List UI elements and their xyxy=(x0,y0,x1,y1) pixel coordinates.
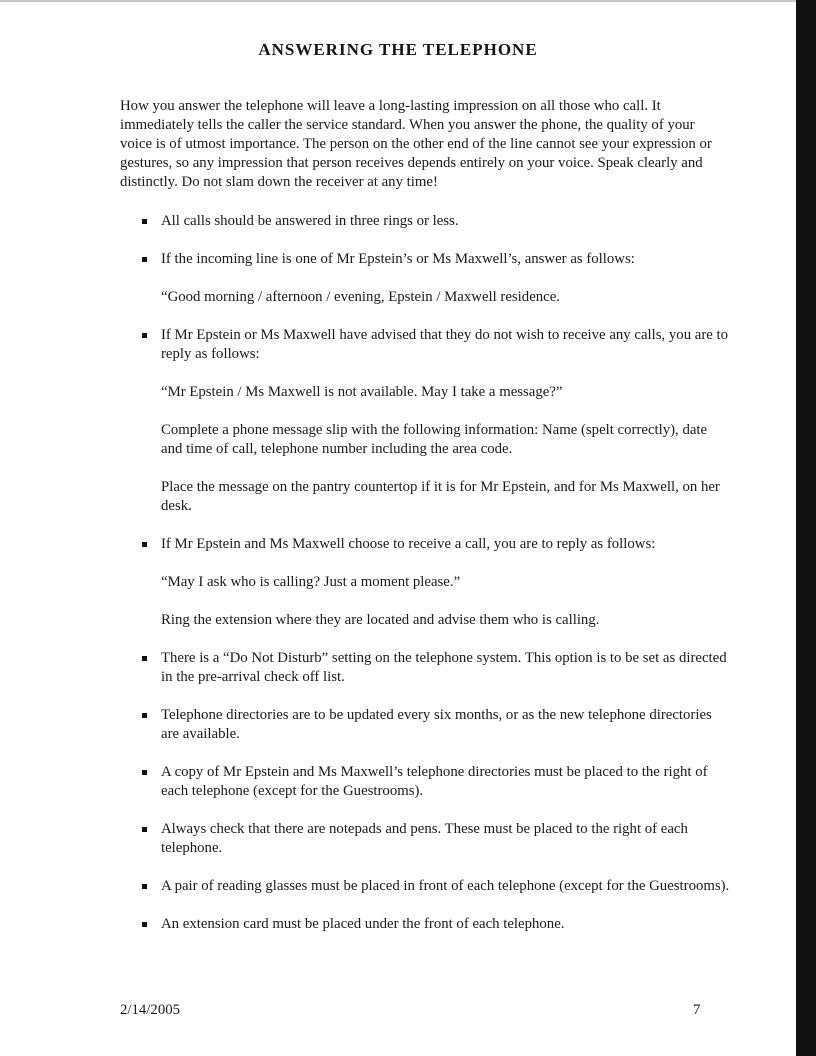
scan-edge-bar xyxy=(796,0,816,1056)
page-number: 7 xyxy=(693,1002,701,1018)
list-item-text: A pair of reading glasses must be placed in front of each telephone (except for the Guestrooms). xyxy=(161,878,730,894)
bullet-list xyxy=(120,212,730,953)
list-item-subtext: Complete a phone message slip with the following information: Name (spelt correctly), date and time of call, telephone number including the area code. xyxy=(161,422,708,457)
footer-date: 2/14/2005 xyxy=(120,1002,181,1018)
list-item-text: A copy of Mr Epstein and Ms Maxwell’s telephone directories must be placed to the right of each telephone (except for the Guestrooms). xyxy=(161,764,708,799)
list-item xyxy=(120,820,730,858)
page-title: ANSWERING THE TELEPHONE xyxy=(258,40,538,59)
bullet-icon xyxy=(142,219,147,224)
list-item-subtext: “Good morning / afternoon / evening, Epstein / Maxwell residence. xyxy=(161,289,560,305)
bullet-icon xyxy=(142,656,147,661)
top-edge-line xyxy=(0,0,796,2)
bullet-icon xyxy=(142,884,147,889)
bullet-icon xyxy=(142,333,147,338)
list-item-text: Always check that there are notepads and pens. These must be placed to the right of each telephone. xyxy=(161,821,688,856)
list-item xyxy=(120,915,730,934)
list-item xyxy=(120,877,730,896)
list-item xyxy=(120,326,730,516)
bullet-icon xyxy=(142,922,147,927)
list-item-subtext: Place the message on the pantry countertop if it is for Mr Epstein, and for Ms Maxwell, on her desk. xyxy=(161,479,720,514)
list-item-text: If Mr Epstein or Ms Maxwell have advised that they do not wish to receive any calls, you are to reply as follows: xyxy=(161,327,729,362)
bullet-icon xyxy=(142,770,147,775)
list-item xyxy=(120,250,730,307)
list-item xyxy=(120,649,730,687)
list-item-text: There is a “Do Not Disturb” setting on the telephone system. This option is to be set as directed in the pre-arrival check off list. xyxy=(161,650,727,685)
list-item xyxy=(120,706,730,744)
list-item-text: All calls should be answered in three rings or less. xyxy=(161,213,459,229)
list-item xyxy=(120,535,730,630)
bullet-icon xyxy=(142,827,147,832)
list-item-text: If the incoming line is one of Mr Epstein’s or Ms Maxwell’s, answer as follows: xyxy=(161,251,635,267)
bullet-icon xyxy=(142,713,147,718)
list-item-subtext: “Mr Epstein / Ms Maxwell is not available. May I take a message?” xyxy=(161,384,563,400)
list-item-subtext: “May I ask who is calling? Just a moment please.” xyxy=(161,574,461,590)
list-item-text: Telephone directories are to be updated every six months, or as the new telephone directories are available. xyxy=(161,707,712,742)
list-item xyxy=(120,763,730,801)
list-item xyxy=(120,212,730,231)
bullet-icon xyxy=(142,257,147,262)
intro-paragraph: How you answer the telephone will leave a long-lasting impression on all those who call. It immediately tells the caller the service standard. When you answer the phone, the quality of your voice is of utmost importance. The person on the other end of the line cannot see your expression or gestures, so any impression that person receives depends entirely on your voice. Speak clearly and distinctly. Do not slam down the receiver at any time! xyxy=(120,98,712,190)
list-item-text: If Mr Epstein and Ms Maxwell choose to receive a call, you are to reply as follows: xyxy=(161,536,656,552)
bullet-icon xyxy=(142,542,147,547)
list-item-subtext: Ring the extension where they are located and advise them who is calling. xyxy=(161,612,600,628)
list-item-text: An extension card must be placed under the front of each telephone. xyxy=(161,916,565,932)
